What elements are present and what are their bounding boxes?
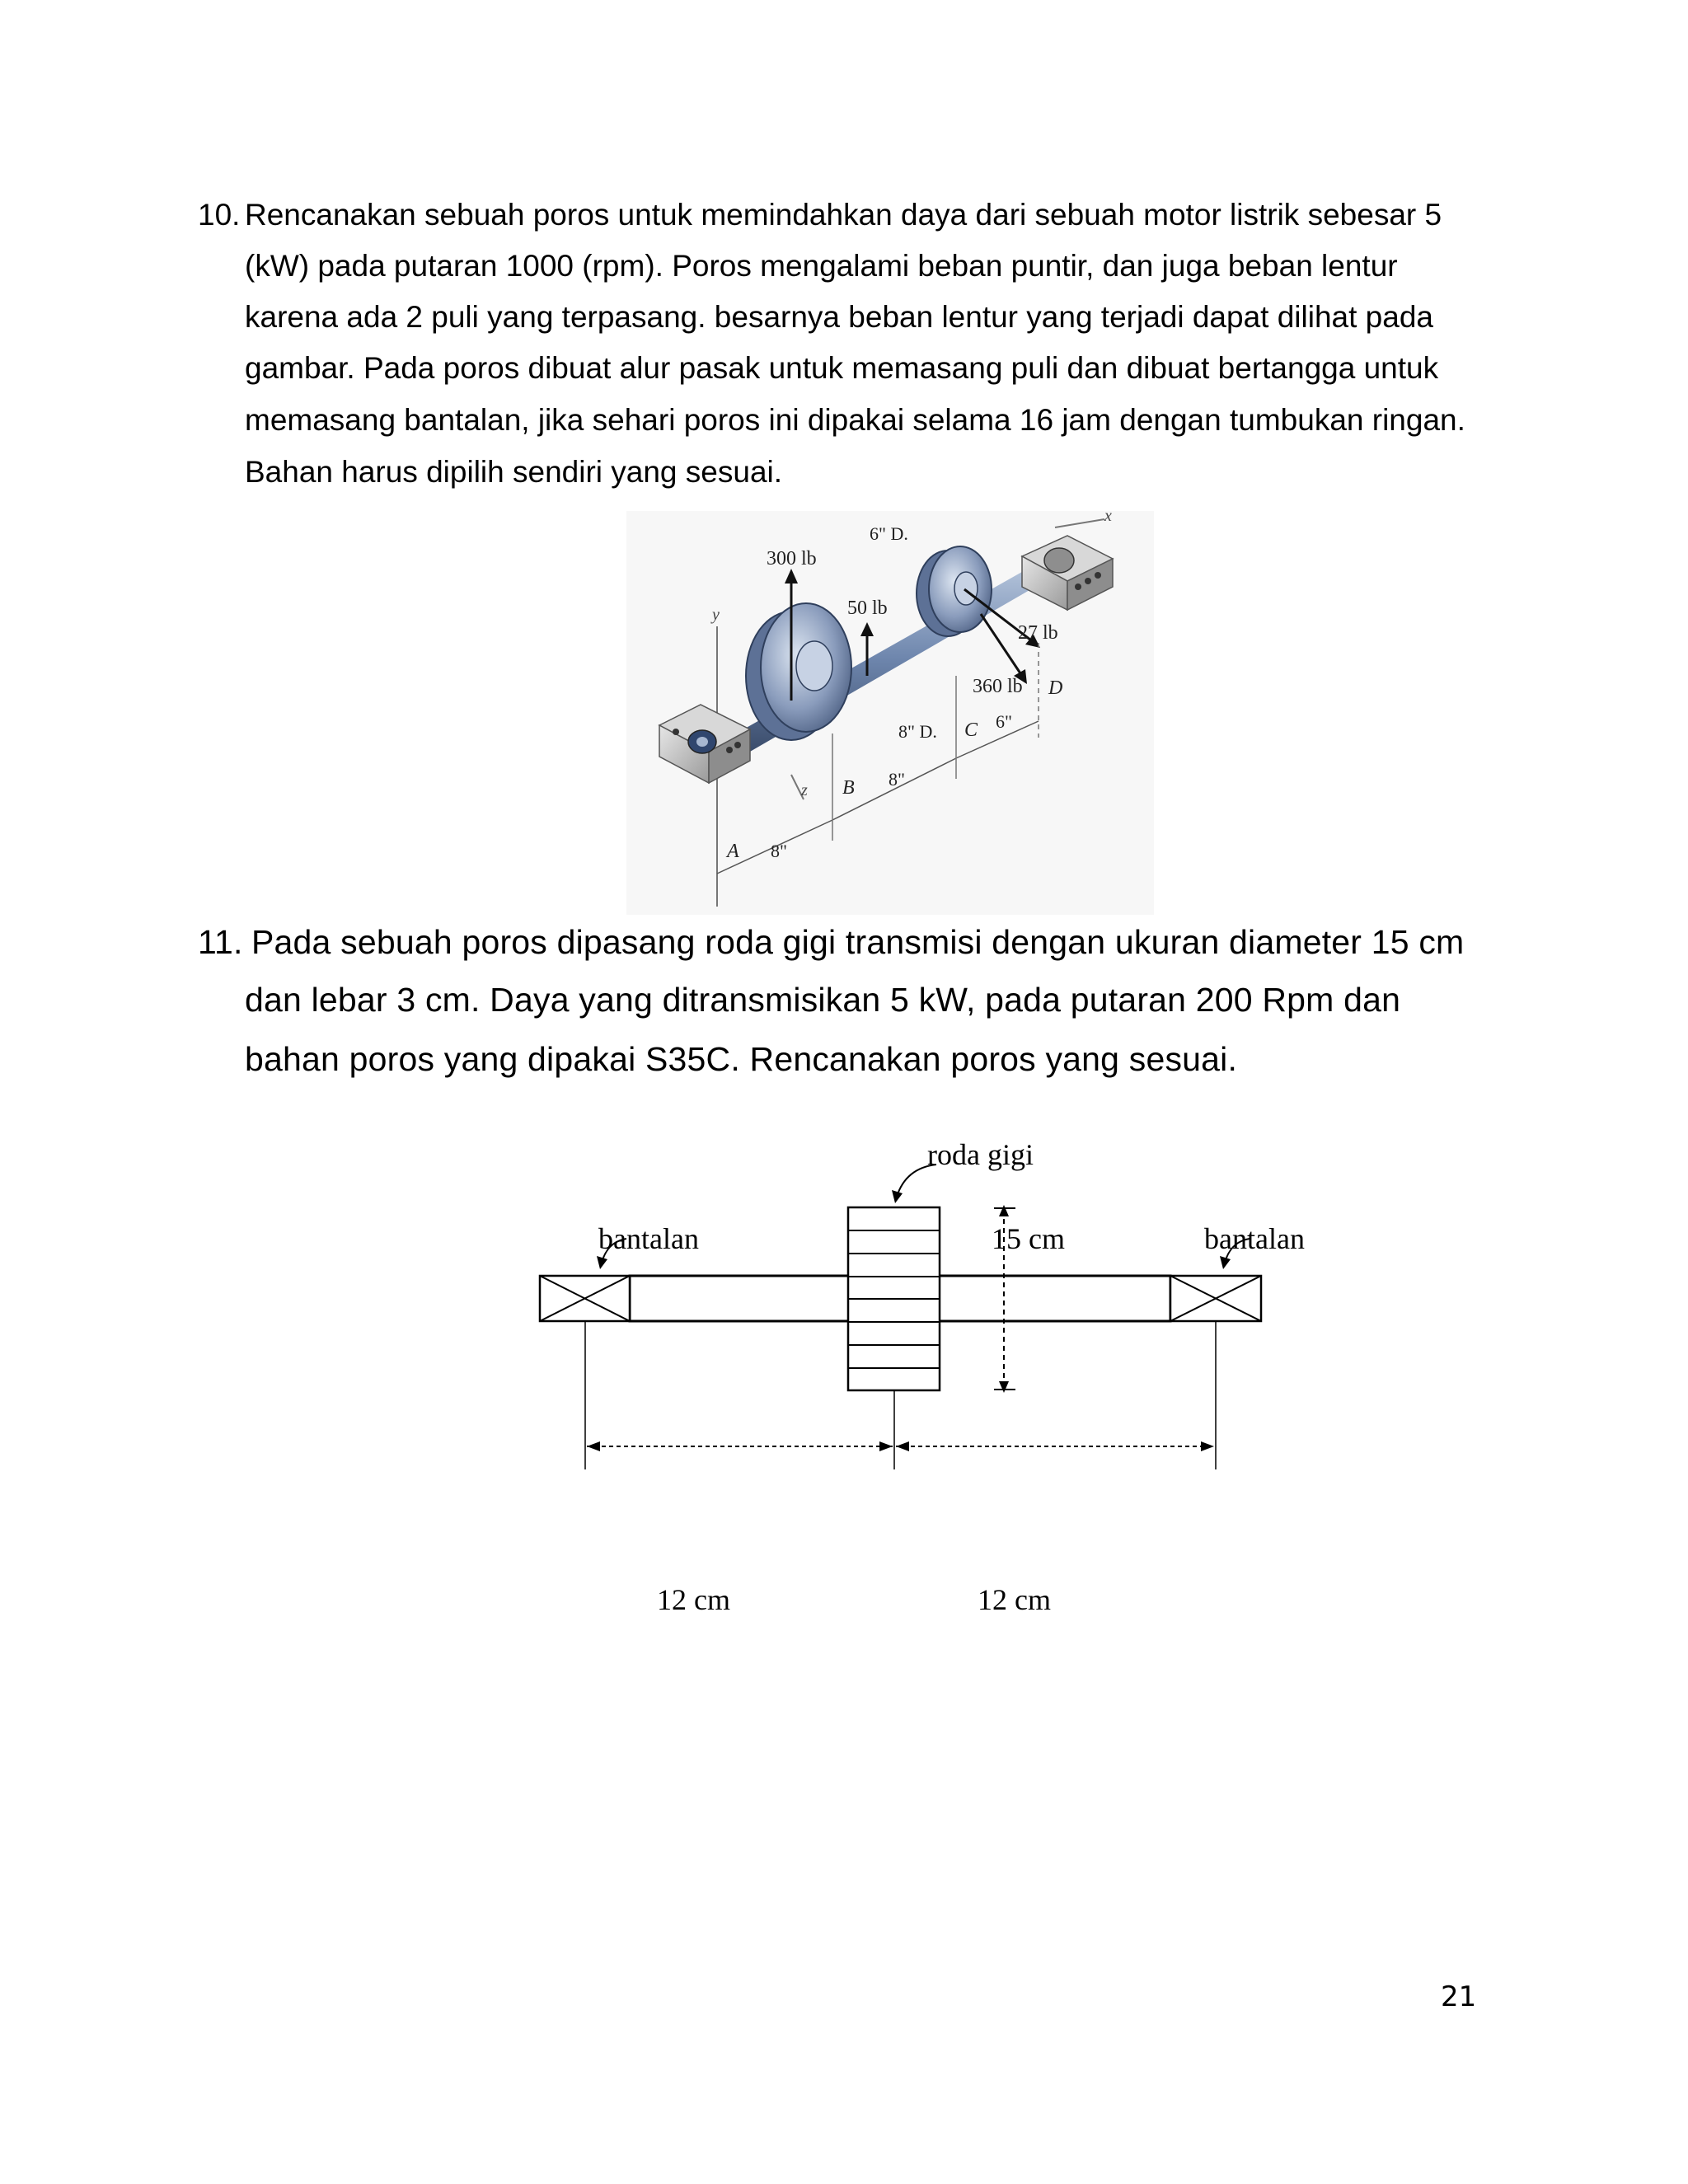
load-label: 50 lb: [847, 598, 888, 619]
problem-number: 10.: [198, 198, 241, 232]
arrow-head: [1201, 1441, 1214, 1451]
problem-line: Bahan harus dipilih sendiri yang sesuai.: [245, 455, 783, 489]
axis-label: y: [712, 606, 720, 624]
load-label: 360 lb: [973, 676, 1023, 697]
right-bearing: [1170, 1276, 1261, 1321]
problem-line: memasang bantalan, jika sehari poros ini dipakai selama 16 jam dengan tumbukan ringan.: [245, 403, 1465, 437]
spacing-label: 8": [889, 769, 905, 790]
gear: [848, 1207, 940, 1390]
span-label-left: 12 cm: [657, 1583, 730, 1616]
diameter-label: 6" D.: [870, 523, 908, 544]
gear-label: roda gigi: [927, 1138, 1034, 1171]
problem-line: Rencanakan sebuah poros untuk memindahkan daya dari sebuah motor listrik sebesar 5: [245, 198, 1442, 232]
arrow-head: [587, 1441, 600, 1451]
problem-line: Pada sebuah poros dipasang roda gigi transmisi dengan ukuran diameter 15 cm: [251, 923, 1465, 961]
axis-label: x: [1104, 511, 1112, 525]
axis-label: z: [801, 781, 808, 799]
span-label-right: 12 cm: [978, 1583, 1051, 1616]
shaft-pulley-figure: [626, 511, 1154, 915]
problem-number: 11.: [198, 923, 243, 961]
arrow-head: [892, 1190, 903, 1203]
point-label: D: [1048, 677, 1063, 699]
arrow-head: [879, 1441, 893, 1451]
problem-line: karena ada 2 puli yang terpasang. besarnya beban lentur yang terjadi dapat dilihat pada: [245, 300, 1433, 334]
bearing-label-right: bantalan: [1204, 1222, 1305, 1255]
problem-line: gambar. Pada poros dibuat alur pasak untuk memasang puli dan dibuat bertangga untuk: [245, 351, 1439, 385]
problem-line: dan lebar 3 cm. Daya yang ditransmisikan 5 kW, pada putaran 200 Rpm dan: [245, 981, 1401, 1019]
arrow-head: [896, 1441, 909, 1451]
arrow-head: [597, 1256, 607, 1269]
spacing-label: 8": [771, 841, 787, 861]
arrow-head: [999, 1381, 1009, 1393]
left-bearing: [540, 1276, 630, 1321]
gear-shaft-figure: [0, 1137, 1688, 1648]
problem-line: bahan poros yang dipakai S35C. Rencanakan poros yang sesuai.: [245, 1040, 1238, 1078]
point-label: B: [842, 777, 855, 799]
arrow-head: [999, 1205, 1009, 1216]
bearing-label-left: bantalan: [598, 1222, 699, 1255]
spacing-label: 6": [996, 711, 1012, 732]
point-label: A: [727, 841, 739, 862]
small-pulley: [917, 546, 992, 636]
page-number: 21: [1441, 1980, 1477, 2013]
load-label: 300 lb: [767, 548, 817, 569]
gear-diameter-label: 15 cm: [992, 1222, 1065, 1255]
arrow-head: [1220, 1256, 1231, 1269]
load-label: 27 lb: [1018, 622, 1058, 644]
problem-line: (kW) pada putaran 1000 (rpm). Poros mengalami beban puntir, dan juga beban lentur: [245, 249, 1398, 283]
point-label: C: [964, 719, 978, 741]
diameter-label: 8" D.: [898, 721, 937, 742]
